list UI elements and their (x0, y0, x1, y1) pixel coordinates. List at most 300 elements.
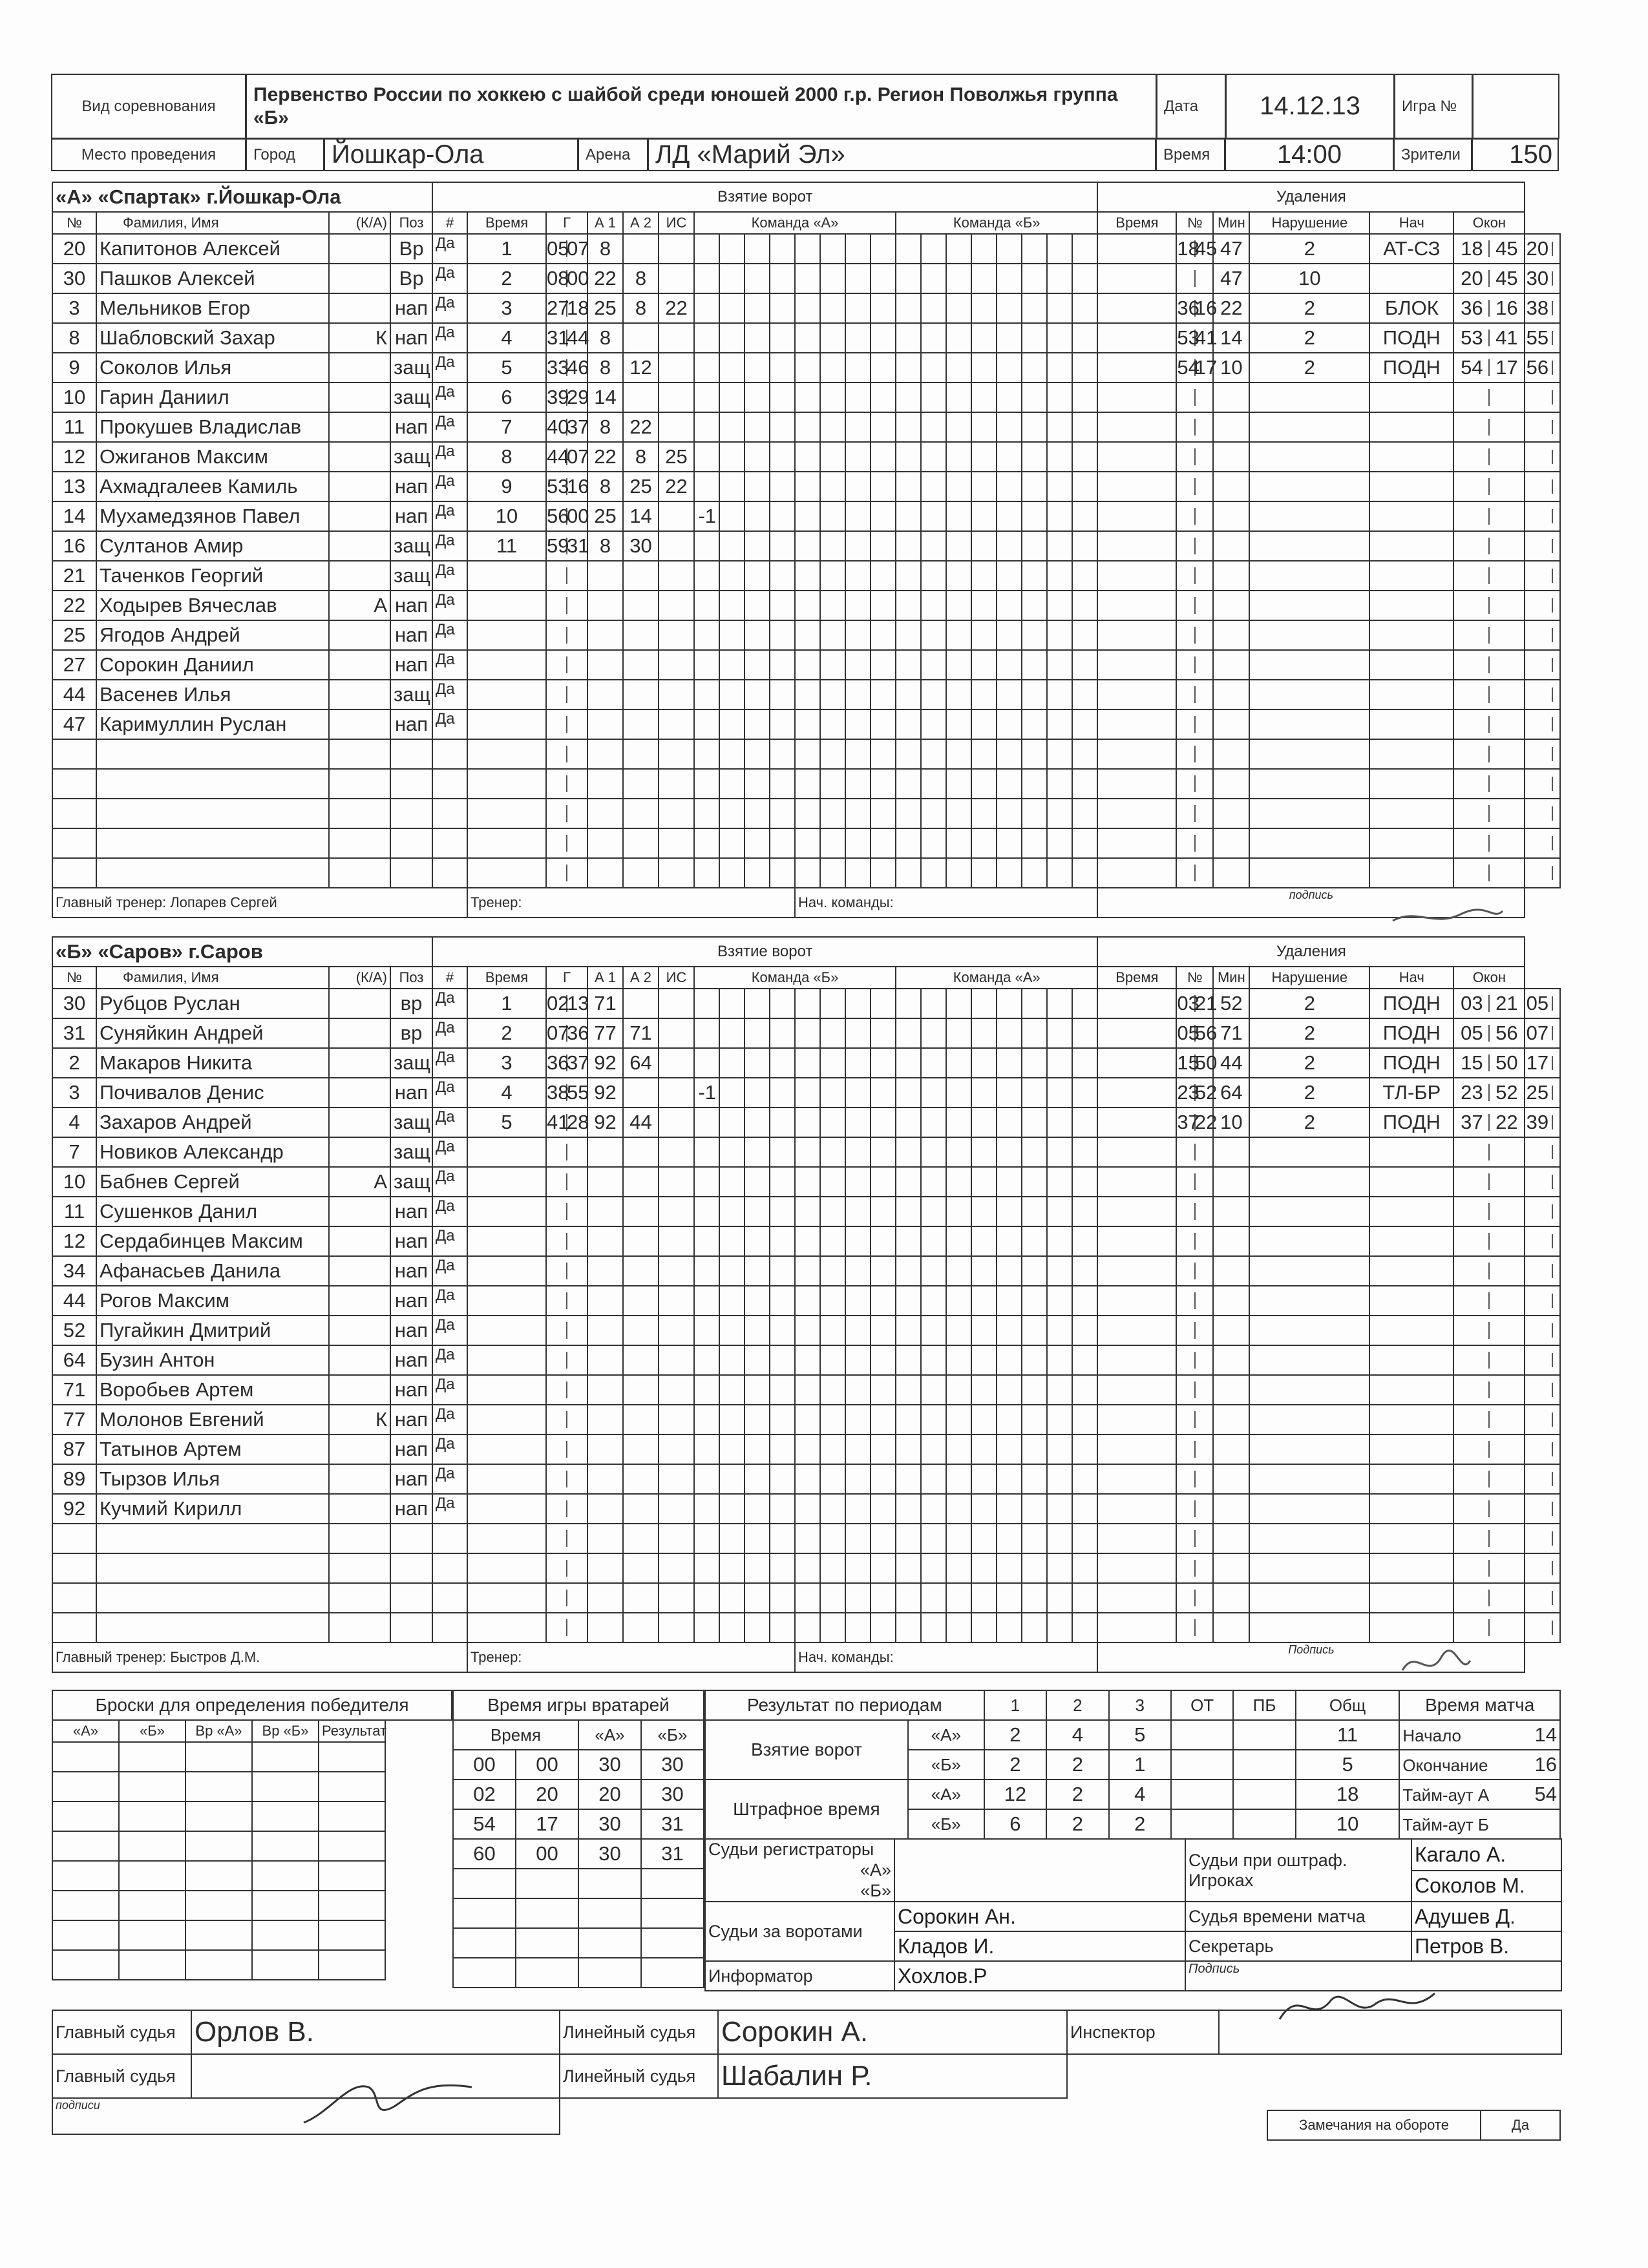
teamA-row (52, 353, 1560, 383)
grid (719, 858, 745, 888)
grid (1097, 828, 1176, 858)
teamB-row (52, 1226, 1560, 1256)
teamB-player-played: Да (432, 1137, 467, 1167)
grid (971, 1524, 997, 1553)
teamA-goal-no (467, 561, 546, 591)
teamA-goal-is (694, 828, 719, 858)
grid (745, 799, 770, 828)
teamB-pen-no (1213, 1583, 1249, 1613)
teamA-player-no: 47 (52, 709, 96, 739)
teamB-col-pen-end: Окон (1453, 967, 1525, 989)
teamA-player-pos: защ (390, 353, 432, 383)
teamB-pen-no (1213, 1167, 1249, 1197)
grid (719, 353, 745, 383)
teamA-pen-no (1213, 799, 1249, 828)
grid (745, 769, 770, 799)
teamB-pen-no: 44 (1213, 1048, 1249, 1078)
grid (1072, 412, 1097, 442)
teamA-goal-time (546, 650, 587, 680)
teamA-goal-a2 (659, 264, 694, 293)
grid (795, 264, 820, 293)
teamB-goal-is (694, 1286, 719, 1316)
grid (795, 1494, 820, 1524)
grid (946, 323, 971, 353)
teamA-player-pos: нап (390, 323, 432, 353)
teamB-pen-time (1176, 1197, 1213, 1226)
goals-b-ot (1171, 1750, 1233, 1780)
teamB-pen-start (1453, 1167, 1525, 1197)
grid (820, 1078, 845, 1108)
grid (921, 828, 946, 858)
grid (795, 531, 820, 561)
grid (745, 591, 770, 620)
teamA-player-played: Да (432, 709, 467, 739)
grid (770, 412, 795, 442)
teamA-goal-a2 (659, 680, 694, 709)
grid (946, 828, 971, 858)
teamB-pen-inf: ПОДН (1369, 989, 1453, 1018)
grid (770, 561, 795, 591)
teamB-goal-a2 (659, 1613, 694, 1643)
teamB-goal-a2 (659, 1048, 694, 1078)
grid (871, 828, 896, 858)
periods-block (704, 1690, 1561, 1991)
grid (921, 739, 946, 769)
grid (770, 1345, 795, 1375)
teamB-goal-a1 (623, 1286, 659, 1316)
teamB-goal-no (467, 1524, 546, 1553)
grid (997, 442, 1022, 472)
teamA-goal-no (467, 650, 546, 680)
teamB-goal-no (467, 1316, 546, 1345)
teamB-pen-time (1176, 1048, 1218, 1078)
grid (971, 650, 997, 680)
teamA-player-name (96, 799, 329, 828)
teamB-pen-inf (1369, 1226, 1453, 1256)
grid (795, 1583, 820, 1613)
grid (845, 1197, 871, 1226)
grid (1072, 1018, 1097, 1048)
grid (921, 472, 946, 501)
teamB-goal-time (546, 1345, 587, 1375)
grid (1022, 1256, 1047, 1286)
grid (795, 1464, 820, 1494)
grid (845, 709, 871, 739)
grid (795, 828, 820, 858)
teamB-col-time: Время (467, 967, 546, 989)
grid (997, 1375, 1022, 1405)
grid (946, 501, 971, 531)
teamB-player-played: Да (432, 1345, 467, 1375)
pen-end-min: 30 (1526, 267, 1549, 289)
teamB-goal-scorer (587, 1256, 623, 1286)
shootout-cell (52, 1891, 119, 1920)
teamA-pen-time (1176, 828, 1213, 858)
teamB-row (52, 1108, 1560, 1137)
teamA-player-name (96, 739, 329, 769)
teamB-player-no: 2 (52, 1048, 96, 1078)
grid (1072, 1375, 1097, 1405)
shootout-cell (119, 1772, 185, 1801)
goalie-b (641, 1898, 704, 1928)
grid (997, 1613, 1022, 1643)
grid (745, 1167, 770, 1197)
teamB-player-name: Бузин Антон (96, 1345, 329, 1375)
grid (795, 1613, 820, 1643)
grid (1047, 709, 1072, 739)
grid (946, 1167, 971, 1197)
team-a-section (52, 182, 1561, 918)
teamA-goal-time (546, 353, 587, 383)
teamA-pen-end (1525, 858, 1560, 888)
grid (795, 591, 820, 620)
teamB-pen-no (1213, 1464, 1249, 1494)
teamA-player-ka (329, 620, 390, 650)
grid (1097, 1256, 1176, 1286)
teamA-goal-scorer (587, 680, 623, 709)
grid (1072, 1078, 1097, 1108)
teamA-player-name (96, 769, 329, 799)
grid (795, 1524, 820, 1553)
goalie-a: 30 (578, 1750, 641, 1780)
teamA-goal-is (694, 680, 719, 709)
teamB-row (52, 1048, 1560, 1078)
grid (845, 1494, 871, 1524)
grid (845, 1167, 871, 1197)
teamB-pen-inf (1369, 1197, 1453, 1226)
grid (1047, 1048, 1072, 1078)
shootout-cell (185, 1801, 252, 1831)
goal-min: 07 (547, 1022, 569, 1044)
teamA-goal-no (467, 620, 546, 650)
teamA-player-pos: нап (390, 412, 432, 442)
grid (921, 680, 946, 709)
teamB-pen-min (1249, 1316, 1369, 1345)
grid (1022, 1316, 1047, 1345)
teamA-player-played: Да (432, 620, 467, 650)
grid (1072, 1167, 1097, 1197)
grid (745, 1226, 770, 1256)
grid (971, 353, 997, 383)
teamA-player-no: 16 (52, 531, 96, 561)
grid (719, 472, 745, 501)
teamA-player-played: Да (432, 383, 467, 412)
grid (770, 1583, 795, 1613)
teamA-player-no: 44 (52, 680, 96, 709)
teamB-player-no: 77 (52, 1405, 96, 1434)
teamA-pen-start (1453, 591, 1525, 620)
teamB-player-ka (329, 1524, 390, 1553)
teamA-goal-time (546, 323, 587, 353)
pen-min: 23 (1177, 1081, 1199, 1104)
grid (719, 1464, 745, 1494)
goal-sec: 44 (567, 326, 589, 349)
grid (820, 858, 845, 888)
teamA-goal-a1 (623, 680, 659, 709)
grid (1097, 799, 1176, 828)
teamA-player-ka (329, 234, 390, 264)
match-start-label: Начало (1402, 1726, 1461, 1745)
teamB-pen-min (1249, 1524, 1369, 1553)
informer-value: Хохлов.Р (894, 1961, 1185, 1991)
teamA-goal-time (546, 234, 587, 264)
grid (1022, 1018, 1047, 1048)
registrars-cell (705, 1839, 894, 1902)
teamA-player-no: 11 (52, 412, 96, 442)
grid (845, 739, 871, 769)
grid (921, 1078, 946, 1108)
teamA-pen-no (1213, 472, 1249, 501)
notes-label: Замечания на обороте (1267, 2110, 1481, 2140)
teamB-pen-min (1249, 1464, 1369, 1494)
teamB-pen-time (1176, 1583, 1213, 1613)
grid (921, 989, 946, 1018)
teamA-pen-start (1453, 828, 1525, 858)
teamA-row (52, 323, 1560, 353)
grid (795, 1256, 820, 1286)
teamA-goal-time (546, 383, 587, 412)
teamB-pen-time (1176, 1226, 1213, 1256)
grid (921, 1405, 946, 1434)
grid (896, 858, 921, 888)
teamB-goal-is (694, 1405, 719, 1434)
grid (719, 234, 745, 264)
grid (971, 412, 997, 442)
teamA-goal-is (694, 531, 719, 561)
grid (946, 620, 971, 650)
grid (871, 1345, 896, 1375)
grid (845, 234, 871, 264)
grid (1022, 323, 1047, 353)
teamB-pen-time (1176, 1345, 1213, 1375)
teamA-goal-no: 6 (467, 383, 546, 412)
shootout-cell (185, 1772, 252, 1801)
grid (971, 383, 997, 412)
teamA-player-no: 20 (52, 234, 96, 264)
teamA-player-played: Да (432, 591, 467, 620)
teamA-pen-start (1453, 650, 1525, 680)
teamB-player-played: Да (432, 1167, 467, 1197)
teamA-goal-no: 4 (467, 323, 546, 353)
teamA-pen-no (1213, 828, 1249, 858)
teamB-goal-no (467, 1494, 546, 1524)
teamB-player-played (432, 1613, 467, 1643)
grid (921, 383, 946, 412)
match-start-value: 14 (1534, 1723, 1557, 1746)
grid (1022, 1494, 1047, 1524)
pen-sec: 50 (1194, 1051, 1218, 1074)
teamA-pen-time (1176, 620, 1213, 650)
grid (795, 1048, 820, 1078)
teamB-pen-end (1525, 1286, 1560, 1316)
teamB-row (52, 1583, 1560, 1613)
grid (1097, 650, 1176, 680)
teamB-pen-inf (1369, 1613, 1453, 1643)
date-value: 14.12.13 (1225, 74, 1395, 139)
grid (1097, 1078, 1176, 1108)
teamA-pen-min: 2 (1249, 353, 1369, 383)
grid (1097, 234, 1176, 264)
shootout-row (52, 1891, 452, 1920)
grid (997, 1494, 1022, 1524)
teamB-player-ka (329, 1197, 390, 1226)
teamB-goal-a2 (659, 1434, 694, 1464)
teamB-pen-start (1453, 1434, 1525, 1464)
teamB-col-hash: # (432, 967, 467, 989)
teamA-player-ka (329, 353, 390, 383)
teamB-pen-min (1249, 1613, 1369, 1643)
grid (896, 1345, 921, 1375)
grid (997, 1464, 1022, 1494)
match-end-value: 16 (1534, 1753, 1557, 1776)
pen-end-min: 38 (1526, 297, 1549, 319)
pen-start-sec: 45 (1495, 267, 1518, 289)
teamA-goal-time (546, 739, 587, 769)
grid (1072, 1464, 1097, 1494)
grid (1097, 709, 1176, 739)
grid (1047, 1286, 1072, 1316)
grid (820, 353, 845, 383)
pen-sec: 45 (1194, 237, 1218, 260)
teamA-goal-is (694, 769, 719, 799)
grid (896, 1464, 921, 1494)
grid (719, 531, 745, 561)
teamA-goal-scorer: 8 (587, 323, 623, 353)
teamA-pen-min: 10 (1249, 264, 1369, 293)
grid (896, 1553, 921, 1583)
teamB-pen-start (1453, 1048, 1525, 1078)
grid (1047, 1137, 1072, 1167)
grid (896, 620, 921, 650)
teamB-pen-inf (1369, 1494, 1453, 1524)
grid (1047, 1226, 1072, 1256)
shootout-cell (319, 1801, 385, 1831)
grid (745, 501, 770, 531)
teamA-pen-end (1525, 442, 1560, 472)
grid (770, 353, 795, 383)
pen-min: 18 (1177, 237, 1199, 260)
grid (820, 650, 845, 680)
teamA-col-is: ИС (659, 212, 694, 234)
goal-min: 31 (547, 326, 569, 349)
teamA-player-name: Ожиганов Максим (96, 442, 329, 472)
teamA-player-played (432, 858, 467, 888)
teamB-player-pos: нап (390, 1286, 432, 1316)
grid (871, 1405, 896, 1434)
shootout-cell (252, 1801, 319, 1831)
grid (820, 531, 845, 561)
teamA-goal-no (467, 739, 546, 769)
goal-sec: 00 (567, 267, 589, 289)
shootout-cell (52, 1831, 119, 1861)
teamA-pen-min (1249, 769, 1369, 799)
grid (719, 989, 745, 1018)
grid (1072, 680, 1097, 709)
grid (770, 531, 795, 561)
grid (795, 1405, 820, 1434)
grid (770, 1494, 795, 1524)
teamB-player-ka (329, 1137, 390, 1167)
grid (1072, 561, 1097, 591)
grid (971, 1345, 997, 1375)
teamB-goal-is (694, 1316, 719, 1345)
grid (845, 1048, 871, 1078)
grid (719, 769, 745, 799)
grid (971, 293, 997, 323)
grid (719, 501, 745, 531)
grid (1072, 501, 1097, 531)
grid (795, 1197, 820, 1226)
grid (871, 1583, 896, 1613)
goal-min: 53 (547, 475, 569, 498)
grid (795, 769, 820, 799)
grid (896, 799, 921, 828)
teamB-player-name (96, 1613, 329, 1643)
grid (896, 1316, 921, 1345)
teamB-pen-start (1453, 1494, 1525, 1524)
goalie-row (453, 1809, 704, 1839)
grid (946, 1494, 971, 1524)
teamA-row (52, 442, 1560, 472)
teamB-goal-no (467, 1464, 546, 1494)
teamB-goal-no (467, 1226, 546, 1256)
grid (795, 353, 820, 383)
shootout-b: «Б» (119, 1720, 185, 1742)
grid (1022, 501, 1047, 531)
teamA-goal-no (467, 858, 546, 888)
teamA-row (52, 383, 1560, 412)
teamA-pen-end (1525, 293, 1560, 323)
grid (997, 531, 1022, 561)
teamB-pen-min (1249, 1375, 1369, 1405)
grid (770, 591, 795, 620)
grid (1047, 293, 1072, 323)
grid (1022, 234, 1047, 264)
teamA-pen-time (1176, 591, 1213, 620)
teamB-pen-end (1525, 1197, 1560, 1226)
teamA-pen-time (1176, 799, 1213, 828)
grid (997, 234, 1022, 264)
teamA-pen-start (1453, 293, 1525, 323)
grid (745, 1434, 770, 1464)
goals-b-total: 5 (1296, 1750, 1400, 1780)
grid (719, 442, 745, 472)
grid (921, 501, 946, 531)
grid (770, 709, 795, 739)
teamB-row (52, 1524, 1560, 1553)
teamB-goal-a1: 64 (623, 1048, 659, 1078)
grid (1022, 1524, 1047, 1553)
teamA-goal-a1 (623, 739, 659, 769)
teamB-pen-end (1525, 1553, 1560, 1583)
teamB-pen-no (1213, 1553, 1249, 1583)
grid (871, 1078, 896, 1108)
teamB-goal-is (694, 1048, 719, 1078)
teamA-pen-no (1213, 680, 1249, 709)
teamA-pen-no (1213, 531, 1249, 561)
teamA-pen-end (1525, 769, 1560, 799)
goalie-sec (516, 1898, 578, 1928)
teamA-player-played (432, 799, 467, 828)
reg-b-label: «Б» (860, 1881, 891, 1900)
grid (971, 1494, 997, 1524)
grid (1047, 1018, 1072, 1048)
pim-b-p3: 2 (1109, 1809, 1171, 1839)
teamA-col-a1: А 1 (587, 212, 623, 234)
teamB-player-pos: нап (390, 1256, 432, 1286)
teamB-pen-min (1249, 1405, 1369, 1434)
pim-a-pb (1233, 1780, 1295, 1809)
